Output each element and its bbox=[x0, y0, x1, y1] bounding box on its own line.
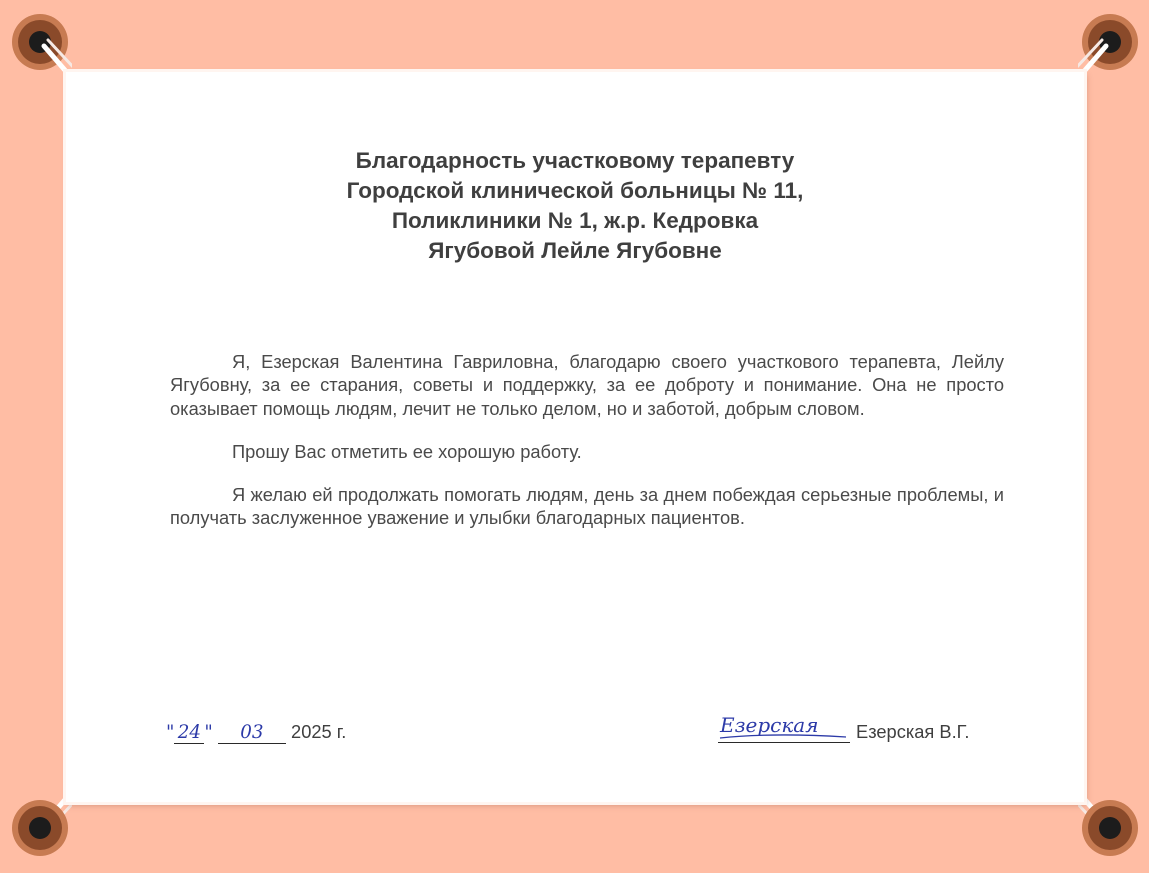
title-line: Поликлиники № 1, ж.р. Кедровка bbox=[391, 208, 759, 233]
title-line: Ягубовой Лейле Ягубовне bbox=[428, 238, 722, 263]
document-title bbox=[66, 146, 1084, 266]
pin-icon bbox=[1078, 796, 1142, 860]
body-paragraph: Прошу Вас отметить ее хорошую работу. bbox=[232, 440, 582, 462]
date-line bbox=[166, 721, 346, 744]
handwritten-signature bbox=[718, 712, 850, 743]
pin-icon bbox=[8, 796, 72, 860]
title-line: Благодарность участковому терапевту bbox=[355, 148, 795, 173]
date-open-quote: " bbox=[166, 722, 175, 743]
title-line: Городской клинической больницы № 11, bbox=[346, 178, 804, 203]
date-close-quote: " bbox=[204, 722, 213, 743]
date-day: 24 bbox=[174, 723, 204, 744]
signer-name: Езерская В.Г. bbox=[856, 721, 970, 742]
date-month: 03 bbox=[218, 723, 286, 744]
body-paragraph: Я, Езерская Валентина Гавриловна, благодарю своего участкового терапевта, Лейлу Ягубовну, за ее старания, советы и поддержку, за ее доброту и понимание. Она не просто оказывает помощь людям, лечит не только делом, но и заботой, добрым словом. bbox=[170, 351, 1004, 419]
pin-icon bbox=[1078, 10, 1142, 74]
signature-block bbox=[718, 712, 969, 743]
pin-icon bbox=[8, 10, 72, 74]
letter-body bbox=[170, 350, 1004, 530]
body-paragraph: Я желаю ей продолжать помогать людям, день за днем побеждая серьезные проблемы, и получать заслуженное уважение и улыбки благодарных пациентов. bbox=[170, 484, 1004, 529]
signature-text: Езерская bbox=[720, 713, 819, 737]
date-year: 2025 г. bbox=[291, 721, 347, 742]
letter-paper bbox=[66, 72, 1084, 802]
